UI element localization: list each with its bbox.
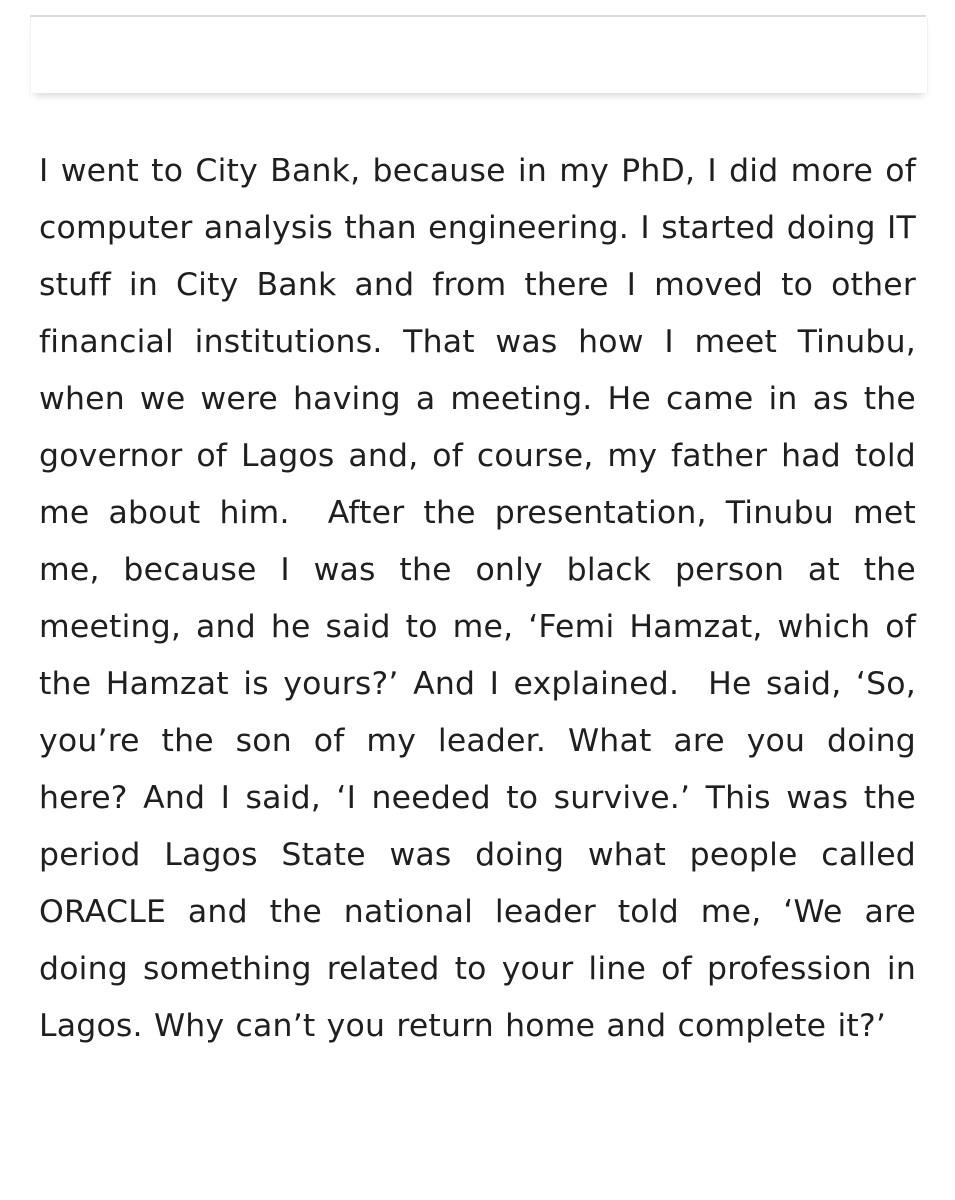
article-paragraph: I went to City Bank, because in my PhD, I did more of computer analysis than engineering. I started doing IT stuff in City Bank and from there I moved to other financial institutions. That was how I meet Tinubu, when we were having a meeting. He came in as the governor of Lagos and, of course, my father had told me about him. After the presentation, Tinubu met me, because I was the only black person at the meeting, and he said to me, ‘Femi Hamzat, which of the Hamzat is yours?’ And I explained. He said, ‘So, you’re the son of my leader. What are you doing here? And I said, ‘I needed to survive.’ This was the period Lagos State was doing what people called ORACLE and the national leader told me, ‘We are doing something related to your line of profession in Lagos. Why can’t you return home and complete it?’ [39,153,928,1044]
ad-placeholder-box [30,17,928,93]
